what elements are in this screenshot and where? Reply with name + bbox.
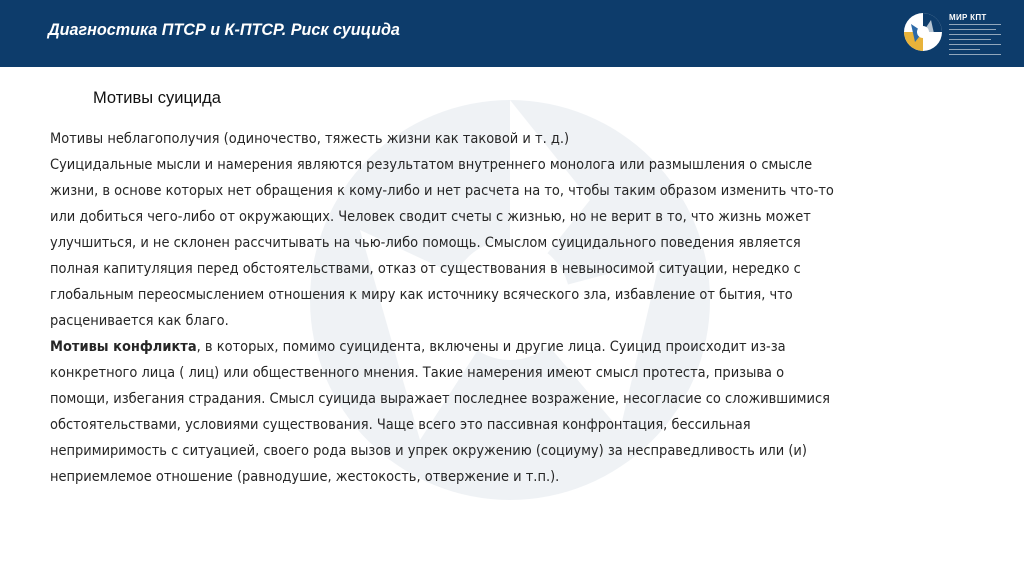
line-text: обстоятельствами, условиями существования. Чаще всего это пассивная конфронтация, бессильная bbox=[50, 417, 751, 433]
text-line bbox=[50, 256, 850, 282]
line-text: , в которых, помимо суицидента, включены и другие лица. Суицид происходит из-за bbox=[196, 339, 786, 355]
text-line bbox=[50, 464, 850, 490]
text-line bbox=[50, 178, 850, 204]
header-bar bbox=[0, 0, 1024, 67]
text-line bbox=[50, 230, 850, 256]
text-line bbox=[50, 438, 850, 464]
text-line bbox=[50, 386, 850, 412]
logo-circle-icon bbox=[903, 12, 943, 52]
body-text bbox=[50, 126, 850, 490]
line-text: полная капитуляция перед обстоятельствами, отказ от существования в невыносимой ситуации, нередко с bbox=[50, 261, 801, 277]
line-text: жизни, в основе которых нет обращения к кому-либо и нет расчета на то, чтобы таким образом изменить что-то bbox=[50, 183, 834, 199]
line-text: Суицидальные мысли и намерения являются результатом внутреннего монолога или размышления о смысле bbox=[50, 157, 813, 173]
text-line bbox=[50, 360, 850, 386]
line-text: помощи, избегания страдания. Смысл суицида выражает последнее возражение, несогласие со сложившимися bbox=[50, 391, 830, 407]
line-text: или добиться чего-либо от окружающих. Человек сводит счеты с жизнью, но не верит в то, что жизнь может bbox=[50, 209, 811, 225]
text-line bbox=[50, 282, 850, 308]
logo-tagline bbox=[949, 24, 1001, 59]
line-text: глобальным переосмыслением отношения к миру как источнику всяческого зла, избавление от бытия, что bbox=[50, 287, 793, 303]
line-text: конкретного лица ( лиц) или общественного мнения. Такие намерения имеют смысл протеста, призыва о bbox=[50, 365, 785, 381]
line-text: улучшиться, и не склонен рассчитывать на чью-либо помощь. Смыслом суицидального поведения является bbox=[50, 235, 801, 251]
logo bbox=[903, 12, 1008, 54]
logo-name: МИР КПТ bbox=[949, 13, 987, 22]
bold-heading: Мотивы конфликта bbox=[50, 339, 197, 355]
line-text: неприемлемое отношение (равнодушие, жестокость, отвержение и т.п.). bbox=[50, 469, 560, 485]
line-text: непримиримость с ситуацией, своего рода вызов и упрек окружению (социуму) за несправедливость или (и) bbox=[50, 443, 807, 459]
text-line bbox=[50, 308, 850, 334]
text-line bbox=[50, 204, 850, 230]
text-line bbox=[50, 126, 850, 152]
line-text: Мотивы неблагополучия (одиночество, тяжесть жизни как таковой и т. д.) bbox=[50, 131, 570, 147]
section-title: Мотивы суицида bbox=[93, 89, 221, 107]
page-title: Диагностика ПТСР и К-ПТСР. Риск суицида bbox=[48, 20, 400, 39]
text-line bbox=[50, 152, 850, 178]
text-line bbox=[50, 412, 850, 438]
line-text: расценивается как благо. bbox=[50, 313, 229, 329]
text-line bbox=[50, 334, 850, 360]
